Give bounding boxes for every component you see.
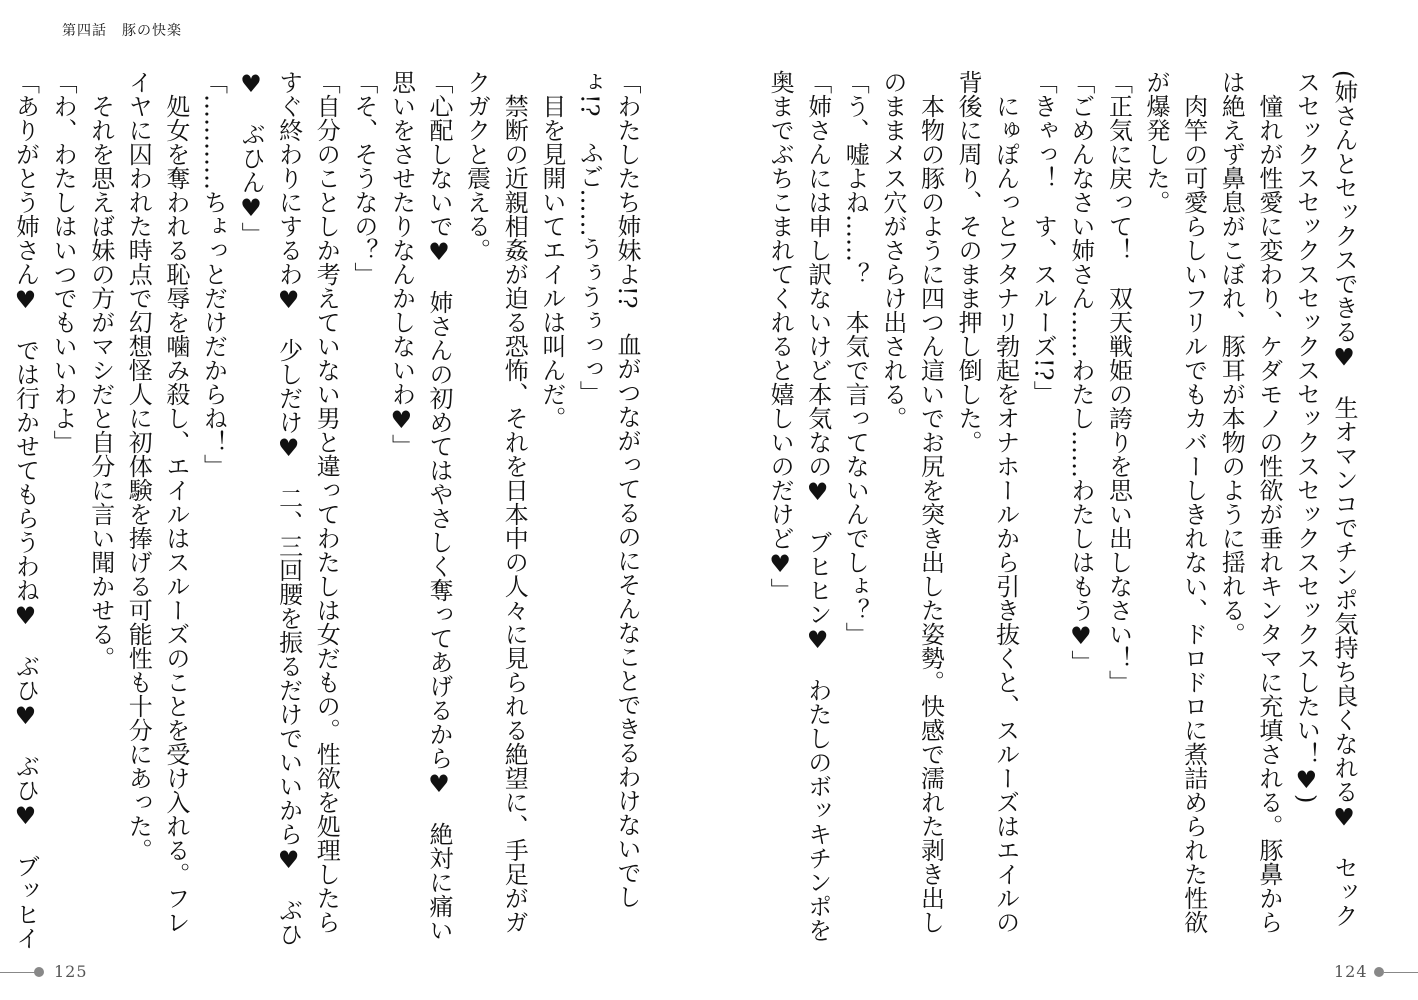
paragraph: 「わ、わたしはいつでもいいわよ」: [49, 70, 78, 454]
paragraph: 「正気に戻って！ 双天戦姫の誇りを思い出しなさい！」: [1104, 70, 1133, 694]
page-124-text: [762, 70, 1362, 950]
paragraph: 処女を奪われる恥辱を噛み殺し、エイルはスルーズのことを受け入れる。フレイヤに囚われた時点で幻想怪人に初体験を捧げる可能性も十分にあった。: [124, 70, 190, 934]
paragraph: 本物の豚のように四つん這いでお尻を突き出した姿勢。快感で濡れた剥き出しのままメス穴がさらけ出される。: [878, 70, 945, 934]
paragraph: 肉竿の可愛らしいフリルでもカバーしきれない、ドロドロに煮詰められた性欲が爆発した。: [1142, 70, 1208, 934]
paragraph: 「ごめんなさい姉さん……わたし……わたしはもう♥」: [1066, 70, 1095, 674]
footer-rule-left: [0, 972, 36, 973]
paragraph: 「ありがとう姉さん♥ では行かせてもらうわね♥ ぶひ♥ ぶひ♥ ブッヒイ: [11, 70, 40, 950]
paragraph: にゅぽんっとフタナリ勃起をオナホールから引き抜くと、スルーズはエイルの背後に周り、そのまま押し倒した。: [954, 70, 1020, 934]
paragraph: 憧れが性愛に変わり、ケダモノの性欲が垂れキンタマに充填される。豚鼻からは絶えず鼻息がこぼれ、豚耳が本物のように揺れる。: [1217, 70, 1283, 934]
footer-rule-right: [1384, 972, 1418, 973]
paragraph: 「…………ちょっとだけだからね！」: [199, 70, 228, 478]
paragraph: 「そ、そうなの？」: [349, 70, 378, 286]
paragraph: 「う、嘘よね……？ 本気で言ってないんでしょ？」: [841, 70, 870, 646]
paragraph: 「姉さんには申し訳ないけど本気なの♥ ブヒヒン♥ わたしのボッキチンポを奥までぶちこまれてくれると嬉しいのだけど♥」: [766, 70, 832, 942]
paragraph: 「わたしたち姉妹よ!? 血がつながってるのにそんなことできるわけないでしょ!? ふご……うぅうぅっっ」: [575, 70, 641, 909]
paragraph: 目を見開いてエイルは叫んだ。: [537, 94, 566, 430]
paragraph: (姉さんとセックスできる♥ 生オマンコでチンポ気持ち良くなれる♥ セックスセックスセックスセックスセックスセックスセックスしたい！♥): [1292, 70, 1358, 928]
paragraph: 「自分のことしか考えていない男と違ってわたしは女だもの。性欲を処理したらすぐ終わりにするわ♥ 少しだけ♥ 二、三回腰を振るだけでいいから♥ ぶひ♥ ぶひん♥」: [237, 70, 341, 946]
running-header: 第四話 豚の快楽: [62, 23, 182, 39]
page-number-right: 124: [1334, 962, 1368, 981]
footer-dot-left: [34, 967, 44, 977]
paragraph: 「心配しないで♥ 姉さんの初めてはやさしく奪ってあげるから♥ 絶対に痛い思いをさせたりなんかしないわ♥」: [387, 70, 454, 942]
footer-dot-right: [1374, 967, 1384, 977]
paragraph: それを思えば妹の方がマシだと自分に言い聞かせる。: [86, 94, 115, 670]
page-number-left: 125: [54, 962, 88, 981]
paragraph: 禁断の近親相姦が迫る恐怖、それを日本中の人々に見られる絶望に、手足がガクガクと震える。: [462, 70, 529, 934]
paragraph: 「きゃっ！ す、スルーズ!?」: [1029, 70, 1058, 405]
page-125-text: [11, 70, 645, 950]
